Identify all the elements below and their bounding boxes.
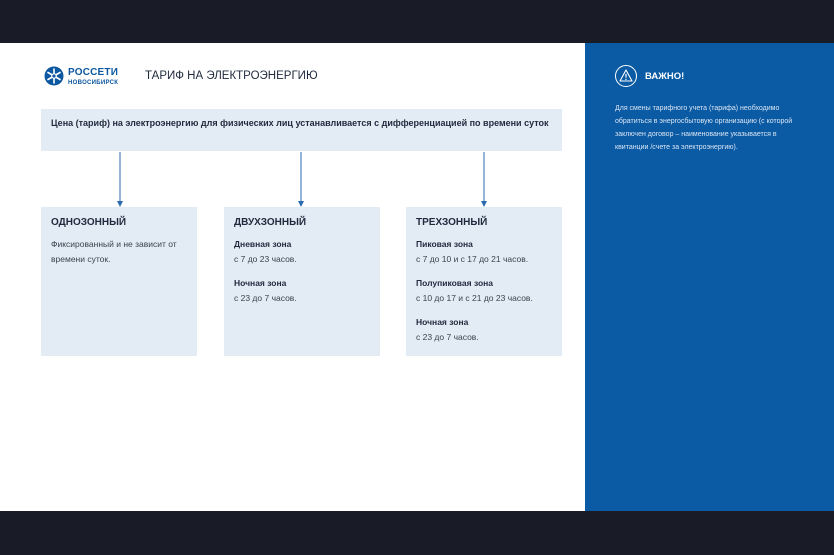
zone-period-label: Полупиковая зона bbox=[416, 278, 494, 288]
zone-period-time: с 10 до 17 и с 21 до 23 часов. bbox=[416, 293, 533, 303]
important-panel bbox=[585, 43, 834, 511]
zone-description: Фиксированный и не зависит от времени суток. bbox=[51, 239, 177, 264]
rosseti-logo bbox=[44, 66, 124, 92]
zone-period-label: Ночная зона bbox=[416, 317, 469, 327]
slide bbox=[0, 43, 834, 511]
zone-period-time: с 23 до 7 часов. bbox=[416, 332, 479, 342]
page-title: ТАРИФ НА ЭЛЕКТРОЭНЕРГИЮ bbox=[145, 70, 318, 82]
zone-period-time: с 23 до 7 часов. bbox=[234, 293, 297, 303]
logo-subtitle: НОВОСИБИРСК bbox=[68, 80, 119, 86]
logo-name: РОССЕТИ bbox=[68, 67, 119, 78]
zone-card-single bbox=[41, 207, 197, 356]
zone-card-two bbox=[224, 207, 380, 356]
zone-period-time: с 7 до 23 часов. bbox=[234, 254, 297, 264]
zone-card-three bbox=[406, 207, 562, 356]
zone-title: ТРЕХЗОННЫЙ bbox=[416, 217, 488, 228]
panel-title: ВАЖНО! bbox=[645, 71, 685, 82]
intro-text: Цена (тариф) на электроэнергию для физических лиц устанавливается с дифференциацией по времени суток bbox=[51, 118, 549, 128]
arrow-down-icon bbox=[115, 152, 125, 208]
zone-period-label: Дневная зона bbox=[234, 239, 292, 249]
rosseti-logo-icon bbox=[44, 66, 64, 86]
zone-period-label: Ночная зона bbox=[234, 278, 287, 288]
arrow-down-icon bbox=[479, 152, 489, 208]
intro-box bbox=[41, 109, 562, 151]
zone-period-label: Пиковая зона bbox=[416, 239, 473, 249]
warning-icon bbox=[615, 65, 637, 87]
zone-title: ОДНОЗОННЫЙ bbox=[51, 217, 127, 228]
zone-period-time: с 7 до 10 и с 17 до 21 часов. bbox=[416, 254, 529, 264]
arrow-down-icon bbox=[296, 152, 306, 208]
zone-title: ДВУХЗОННЫЙ bbox=[234, 217, 307, 228]
panel-text: Для смены тарифного учета (тарифа) необходимо обратиться в энергосбытовую организацию (с которой заключен договор – наименование указывается в квитанции /счете за электроэнергию). bbox=[615, 105, 793, 151]
